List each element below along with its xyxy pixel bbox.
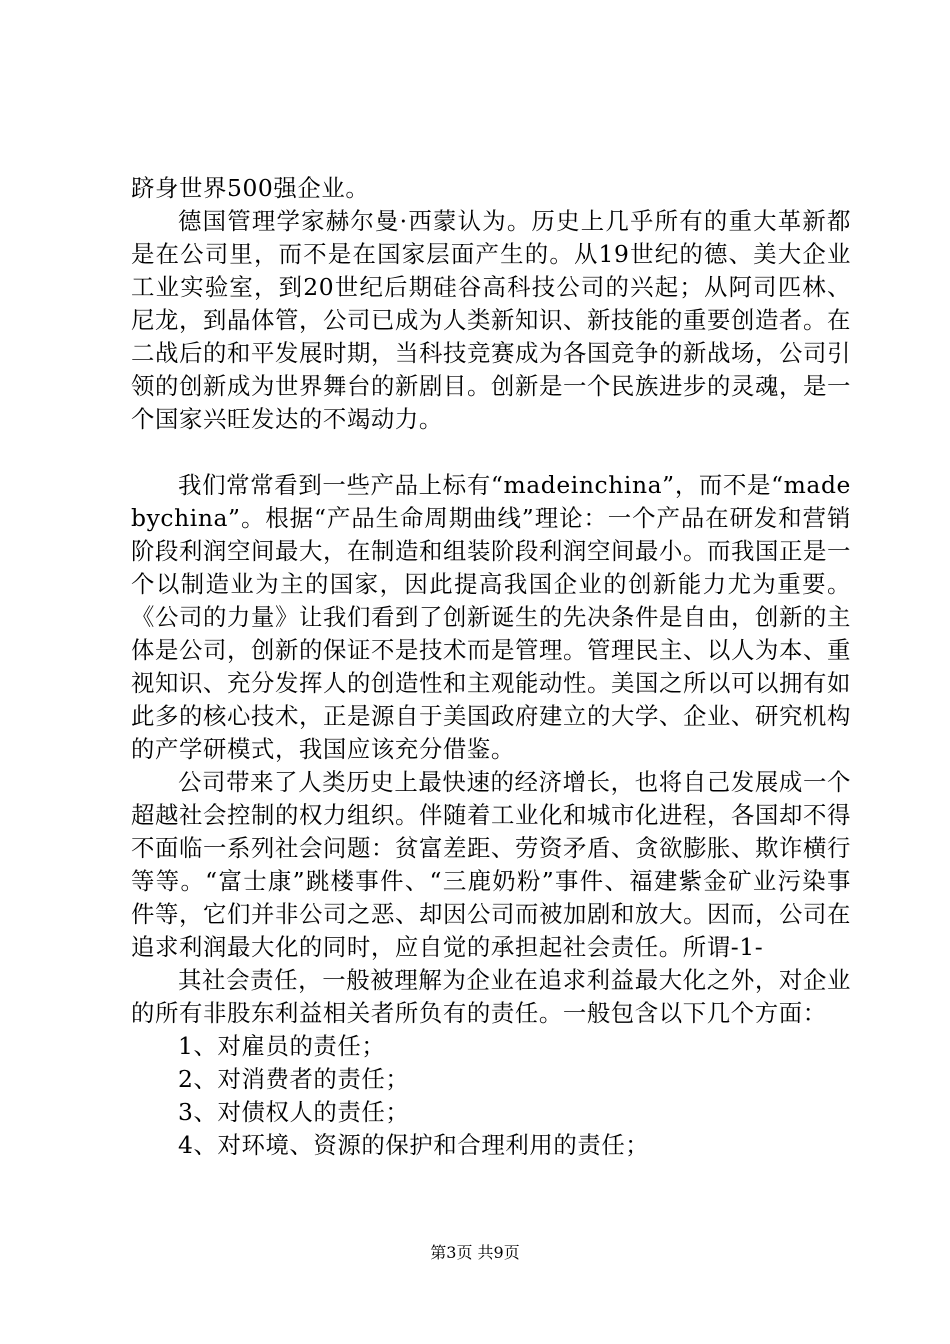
list-item-consumers: 2、对消费者的责任；	[178, 1065, 410, 1093]
paragraph-social-responsibility: 其社会责任，一般被理解为企业在追求利益最大化之外，对企业的所有非股东利益相关者所负有的责任。一般包含以下几个方面：	[131, 966, 851, 1027]
paragraph-innovation: 德国管理学家赫尔曼·西蒙认为。历史上几乎所有的重大革新都是在公司里，而不是在国家层面产生的。从19世纪的德、美大企业工业实验室，到20世纪后期硅谷高科技公司的兴起；从阿司匹林、尼龙，到晶体管，公司已成为人类新知识、新技能的重要创造者。在二战后的和平发展时期，当科技竞赛成为各国竞争的新战场，公司引领的创新成为世界舞台的新剧目。创新是一个民族进步的灵魂，是一个国家兴旺发达的不竭动力。	[131, 207, 851, 433]
list-item-creditors: 3、对债权人的责任；	[178, 1098, 410, 1126]
paragraph-spacer	[131, 436, 851, 469]
paragraph-social-problems: 公司带来了人类历史上最快速的经济增长，也将自己发展成一个超越社会控制的权力组织。伴随着工业化和城市化进程，各国却不得不面临一系列社会问题：贫富差距、劳资矛盾、贪欲膨胀、欺诈横行等等。“富士康”跳楼事件、“三鹿奶粉”事件、福建紫金矿业污染事件等，它们并非公司之恶、却因公司而被加剧和放大。因而，公司在追求利润最大化的同时，应自觉的承担起社会责任。所谓-1-	[131, 768, 851, 961]
page-number-footer: 第3页 共9页	[430, 1243, 520, 1262]
list-item-employees: 1、对雇员的责任；	[178, 1032, 386, 1060]
document-body	[131, 172, 851, 1162]
list-item-environment: 4、对环境、资源的保护和合理利用的责任；	[178, 1131, 650, 1159]
paragraph-continuation: 跻身世界500强企业。	[131, 174, 370, 202]
paragraph-made-in-china: 我们常常看到一些产品上标有“madeinchina”，而不是“madebychina”。根据“产品生命周期曲线”理论：一个产品在研发和营销阶段利润空间最大，在制造和组装阶段利润空间最小。而我国正是一个以制造业为主的国家，因此提高我国企业的创新能力尤为重要。《公司的力量》让我们看到了创新诞生的先决条件是自由，创新的主体是公司，创新的保证不是技术而是管理。管理民主、以人为本、重视知识、充分发挥人的创造性和主观能动性。美国之所以可以拥有如此多的核心技术，正是源自于美国政府建立的大学、企业、研究机构的产学研模式，我国应该充分借鉴。	[131, 471, 851, 763]
